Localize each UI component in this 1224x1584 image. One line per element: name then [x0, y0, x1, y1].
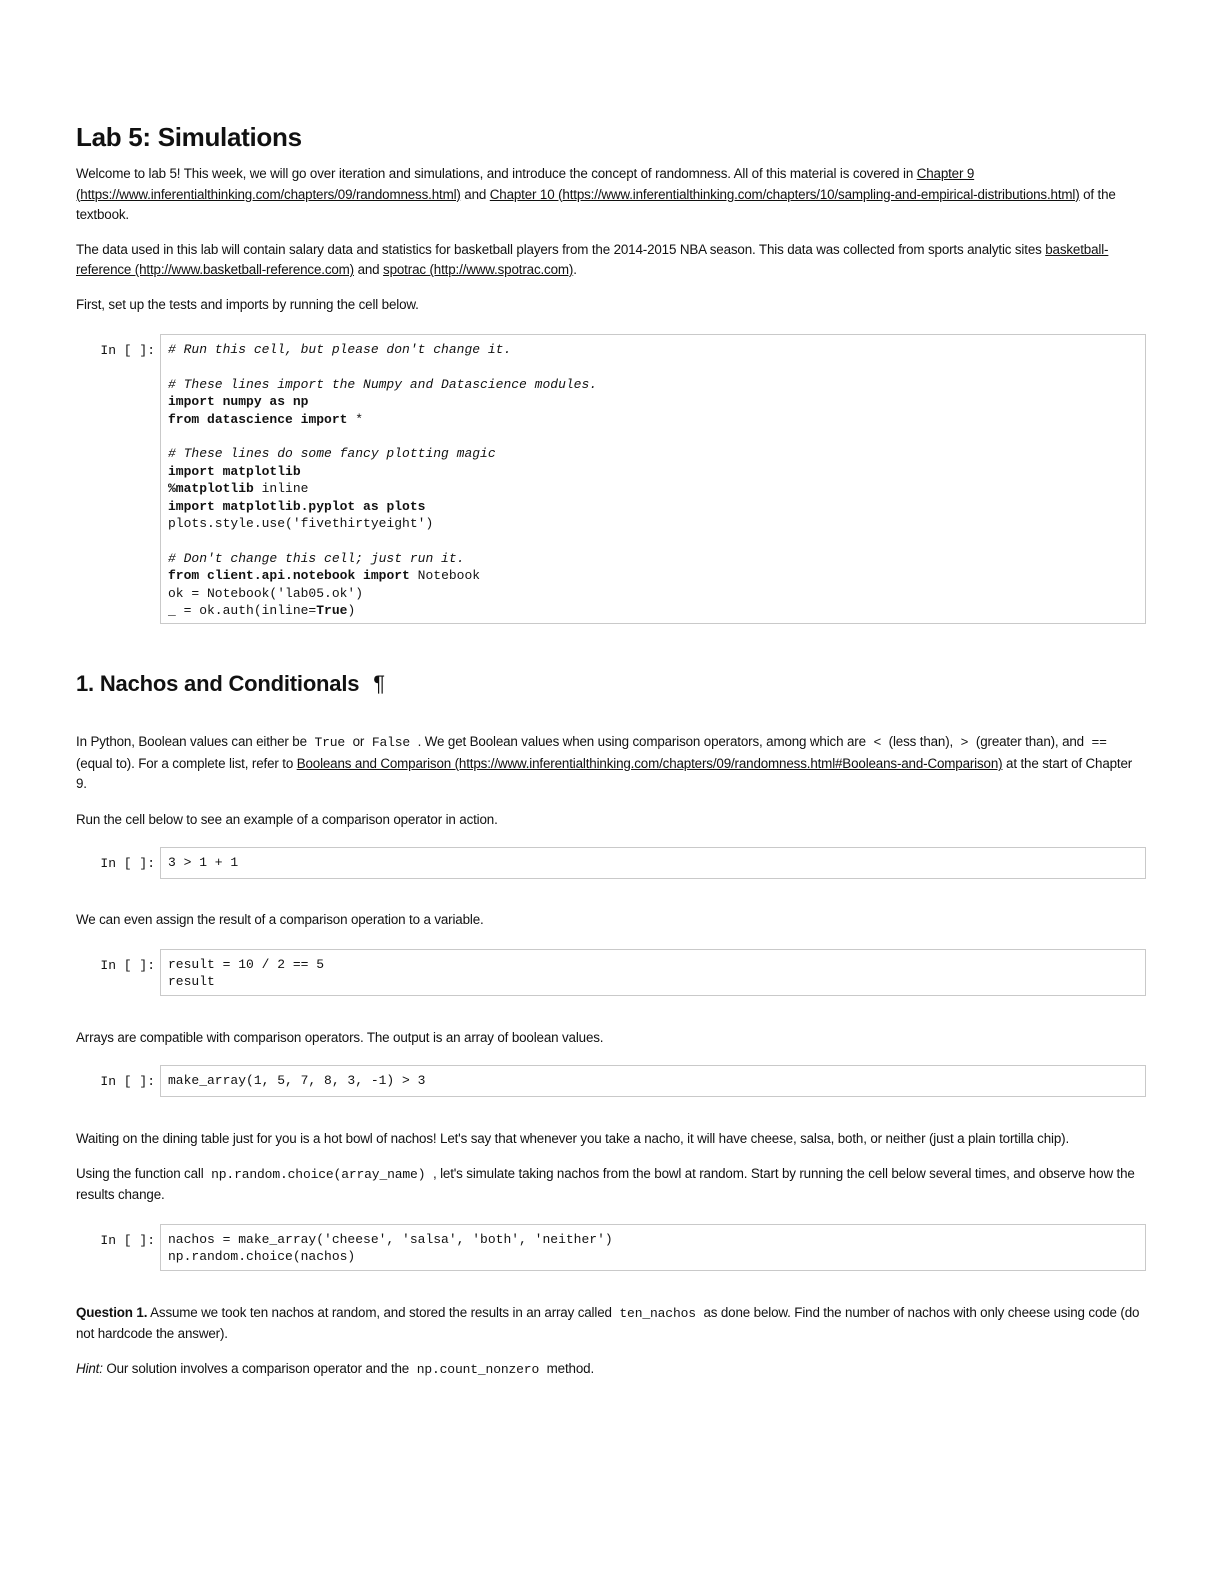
- inline-code: False: [371, 735, 411, 751]
- intro-text: .: [573, 262, 577, 277]
- cell-prompt: In [ ]:: [100, 957, 155, 973]
- hint: [76, 1359, 1146, 1381]
- inline-code: ==: [1091, 735, 1107, 751]
- code-text: _ = ok.auth(inline=: [168, 603, 317, 619]
- code-text: client.api.notebook: [199, 568, 364, 584]
- keyword: import: [363, 568, 410, 584]
- blank-line: [168, 358, 1137, 375]
- blank-line: [168, 532, 1137, 549]
- body-text: or: [349, 734, 368, 750]
- code-input-setup[interactable]: [160, 334, 1146, 624]
- question-1: [76, 1303, 1146, 1345]
- code-line: make_array(1, 5, 7, 8, 3, -1) > 3: [168, 1073, 426, 1089]
- code-line: [168, 480, 1137, 497]
- inline-code: ten_nachos: [619, 1305, 696, 1321]
- code-text: plots: [378, 498, 426, 514]
- code-comment: # These lines do some fancy plotting magic: [168, 446, 496, 462]
- keyword: %matplotlib: [168, 481, 254, 497]
- keyword: as: [269, 394, 286, 410]
- section1-paragraph-2: Run the cell below to see an example of a comparison operator in action.: [76, 811, 498, 827]
- body-text: Using the function call: [76, 1165, 208, 1181]
- inline-code: >: [960, 735, 969, 751]
- keyword: import: [168, 498, 215, 514]
- code-line: plots.style.use('fivethirtyeight'): [168, 516, 434, 532]
- code-cell-nachos: [76, 1224, 1146, 1271]
- section-heading-text: 1. Nachos and Conditionals: [76, 671, 360, 697]
- code-text: matplotlib: [214, 463, 301, 479]
- body-text: Assume we took ten nachos at random, and stored the results in an array called: [147, 1304, 616, 1320]
- body-text: as done below. Find the number of nachos with only cheese using code (do not hardcode the answer).: [76, 1304, 1140, 1342]
- body-text: (equal to). For a complete list, refer to: [76, 755, 297, 771]
- code-text: Notebook: [409, 568, 481, 584]
- code-line: ok = Notebook('lab05.ok'): [168, 585, 364, 601]
- code-input-nachos[interactable]: [160, 1224, 1146, 1271]
- keyword: from: [168, 568, 200, 584]
- code-text: ): [347, 603, 356, 619]
- code-text: inline: [253, 481, 309, 497]
- code-input-assign[interactable]: [160, 949, 1146, 996]
- code-line: [168, 567, 1137, 584]
- booleans-comparison-link[interactable]: Booleans and Comparison (https://www.inferentialthinking.com/chapters/09/randomness.html#Booleans-and-Comparison): [296, 755, 1003, 771]
- code-cell-assign: [76, 949, 1146, 996]
- code-text: numpy: [214, 394, 270, 410]
- section1-paragraph-5: Waiting on the dining table just for you is a hot bowl of nachos! Let's say that whenever you take a nacho, it will have cheese, salsa, both, or neither (just a plain tortilla chip).: [76, 1131, 1070, 1147]
- code-line: [168, 463, 1137, 480]
- keyword: import: [168, 394, 215, 410]
- code-text: *: [347, 411, 364, 427]
- cell-prompt: In [ ]:: [100, 1232, 155, 1248]
- code-comment: # Run this cell, but please don't change it.: [168, 342, 512, 357]
- notebook-page: [76, 118, 1146, 1380]
- chapter-10-link[interactable]: Chapter 10 (https://www.inferentialthinking.com/chapters/10/sampling-and-empirical-distributions.html): [489, 186, 1080, 202]
- code-input-array[interactable]: [160, 1065, 1146, 1097]
- intro-paragraph-3: First, set up the tests and imports by running the cell below.: [76, 296, 419, 312]
- keyword: as: [363, 498, 379, 514]
- inline-code: np.random.choice(array_name): [211, 1166, 426, 1182]
- section1-paragraph-6: [76, 1164, 1146, 1206]
- intro-paragraph-1: [76, 164, 1146, 226]
- cell-prompt: In [ ]:: [100, 343, 155, 358]
- code-line: np.random.choice(nachos): [168, 1249, 356, 1265]
- code-cell-setup: [76, 334, 1146, 624]
- code-line: [168, 498, 1137, 515]
- keyword: import: [168, 463, 215, 479]
- keyword: import: [300, 411, 348, 427]
- code-line: [168, 411, 1137, 428]
- code-line: nachos = make_array('cheese', 'salsa', 'both', 'neither'): [168, 1231, 613, 1247]
- cell-prompt: In [ ]:: [100, 1074, 155, 1090]
- blank-line: [168, 428, 1137, 445]
- page-title: Lab 5: Simulations: [76, 122, 302, 152]
- body-text: , let's simulate taking nachos from the bowl at random. Start by running the cell below several times, and observe how the results change.: [76, 1165, 1135, 1203]
- code-line: result: [168, 974, 215, 990]
- inline-code: np.count_nonzero: [416, 1361, 540, 1377]
- intro-text: Welcome to lab 5! This week, we will go over iteration and simulations, and introduce the concept of randomness. All of this material is covered in: [76, 166, 917, 181]
- inline-code: True: [314, 735, 346, 751]
- intro-paragraph-2: [76, 240, 1146, 281]
- question-label: Question 1.: [76, 1304, 148, 1320]
- body-text: method.: [543, 1360, 595, 1376]
- body-text: In Python, Boolean values can either be: [76, 734, 311, 750]
- intro-text: The data used in this lab will contain salary data and statistics for basketball players from the 2014-2015 NBA season. This data was collected from sports analytic sites: [76, 241, 1046, 257]
- body-text: (greater than), and: [972, 734, 1088, 750]
- body-text: . We get Boolean values when using comparison operators, among which are: [414, 734, 870, 750]
- body-text: (less than),: [885, 734, 957, 750]
- intro-text: and: [354, 262, 384, 277]
- body-text: Our solution involves a comparison operator and the: [102, 1360, 413, 1376]
- keyword: True: [316, 603, 348, 619]
- intro-text: of the textbook.: [76, 186, 1116, 222]
- code-comment: # These lines import the Numpy and Datascience modules.: [168, 376, 598, 392]
- code-text: datascience: [199, 411, 301, 427]
- code-comment: # Don't change this cell; just run it.: [168, 550, 465, 566]
- spotrac-link[interactable]: spotrac (http://www.spotrac.com): [383, 262, 574, 277]
- code-line: 3 > 1 + 1: [168, 855, 239, 871]
- inline-code: <: [873, 735, 882, 751]
- code-line: result = 10 / 2 == 5: [168, 956, 325, 972]
- basketball-reference-link[interactable]: basketball-reference (http://www.basketball-reference.com): [76, 241, 1109, 277]
- section1-paragraph-3: We can even assign the result of a comparison operation to a variable.: [76, 912, 484, 928]
- section1-paragraph-4: Arrays are compatible with comparison operators. The output is an array of boolean values.: [76, 1029, 604, 1045]
- code-input-comparison[interactable]: [160, 847, 1146, 879]
- chapter-9-link[interactable]: Chapter 9 (https://www.inferentialthinking.com/chapters/09/randomness.html): [76, 166, 975, 202]
- cell-prompt: In [ ]:: [100, 856, 155, 872]
- section1-paragraph-1: [76, 732, 1146, 795]
- code-text: np: [285, 394, 309, 410]
- hint-label: Hint:: [76, 1360, 103, 1376]
- code-cell-array: [76, 1065, 1146, 1097]
- section-heading: [76, 668, 1146, 700]
- code-text: matplotlib.pyplot: [214, 498, 364, 514]
- anchor-link-icon[interactable]: ¶: [373, 671, 385, 697]
- code-line: [168, 393, 1137, 410]
- keyword: from: [168, 411, 200, 427]
- code-cell-comparison: [76, 847, 1146, 879]
- intro-text: and: [460, 186, 490, 202]
- body-text: at the start of Chapter 9.: [76, 755, 1133, 792]
- code-line: [168, 602, 1137, 619]
